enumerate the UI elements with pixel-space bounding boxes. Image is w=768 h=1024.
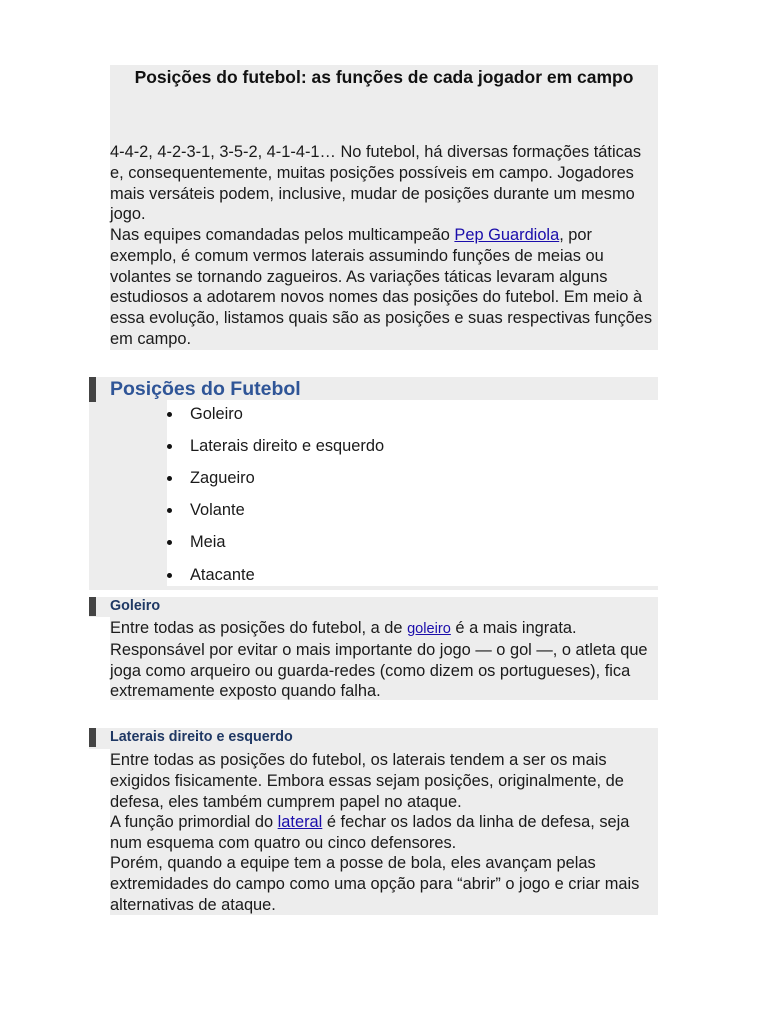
page-title: Posições do futebol: as funções de cada jogador em campo bbox=[134, 67, 634, 87]
intro-paragraph-2-before: Nas equipes comandadas pelos multicampeão bbox=[110, 226, 455, 244]
laterais-p2-before: A função primordial do bbox=[110, 813, 278, 831]
positions-list: Goleiro Laterais direito e esquerdo Zagueiro Volante Meia Atacante bbox=[167, 400, 658, 586]
laterais-paragraph-1: Entre todas as posições do futebol, os laterais tendem a ser os mais exigidos fisicamente. Embora essas sejam posições, originalmente, de defesa, eles também cumprem papel no ataque. bbox=[110, 751, 624, 811]
intro-paragraph-1: 4-4-2, 4-2-3-1, 3-5-2, 4-1-4-1… No futebol, há diversas formações táticas e, consequentemente, muitas posições possíveis em campo. Jogadores mais versáteis podem, inclusive, mudar de posições durante um mesmo jogo. bbox=[110, 143, 642, 224]
intro-block bbox=[110, 65, 658, 350]
goleiro-heading: Goleiro bbox=[110, 598, 161, 614]
laterais-p2-after: é fechar os lados da linha de defesa, seja num esquema com quatro ou cinco defensores. bbox=[110, 813, 630, 852]
positions-heading-bar bbox=[89, 377, 96, 402]
laterais-heading-bar bbox=[89, 728, 96, 747]
lateral-link[interactable]: lateral bbox=[277, 813, 323, 831]
bullet-icon bbox=[167, 573, 172, 578]
goleiro-block bbox=[110, 617, 658, 700]
bullet-icon bbox=[167, 508, 172, 513]
bullet-icon bbox=[167, 412, 172, 417]
laterais-block bbox=[110, 749, 658, 915]
laterais-heading: Laterais direito e esquerdo bbox=[110, 729, 293, 745]
laterais-paragraph-2 bbox=[110, 812, 658, 854]
bullet-icon bbox=[167, 540, 172, 545]
positions-heading: Posições do Futebol bbox=[110, 378, 301, 400]
goleiro-text-before: Entre todas as posições do futebol, a de bbox=[110, 619, 408, 637]
goleiro-paragraph bbox=[110, 618, 658, 702]
goleiro-link[interactable]: goleiro bbox=[407, 621, 451, 637]
bullet-icon bbox=[167, 444, 172, 449]
pep-guardiola-link[interactable]: Pep Guardiola bbox=[454, 226, 560, 244]
bullet-icon bbox=[167, 476, 172, 481]
intro-paragraph-2-after: , por exemplo, é comum vermos laterais assumindo funções de meias ou volantes se tornando zagueiros. As variações táticas levaram alguns estudiosos a adotarem novos nomes das posições do futebol. Em meio à essa evolução, listamos quais são as posições e suas respectivas funções em campo. bbox=[110, 226, 653, 348]
laterais-paragraph-3: Porém, quando a equipe tem a posse de bola, eles avançam pelas extremidades do campo como uma opção para “abrir” o jogo e criar mais alternativas de ataque. bbox=[110, 854, 640, 914]
intro-paragraph-2 bbox=[110, 225, 658, 350]
goleiro-text-after: é a mais ingrata. Responsável por evitar o mais importante do jogo — o gol —, o atleta que joga como arqueiro ou guarda-redes (como dizem os portugueses), fica extremamente exposto quando falha. bbox=[110, 619, 648, 701]
goleiro-heading-background bbox=[89, 597, 658, 617]
goleiro-heading-bar bbox=[89, 597, 96, 616]
